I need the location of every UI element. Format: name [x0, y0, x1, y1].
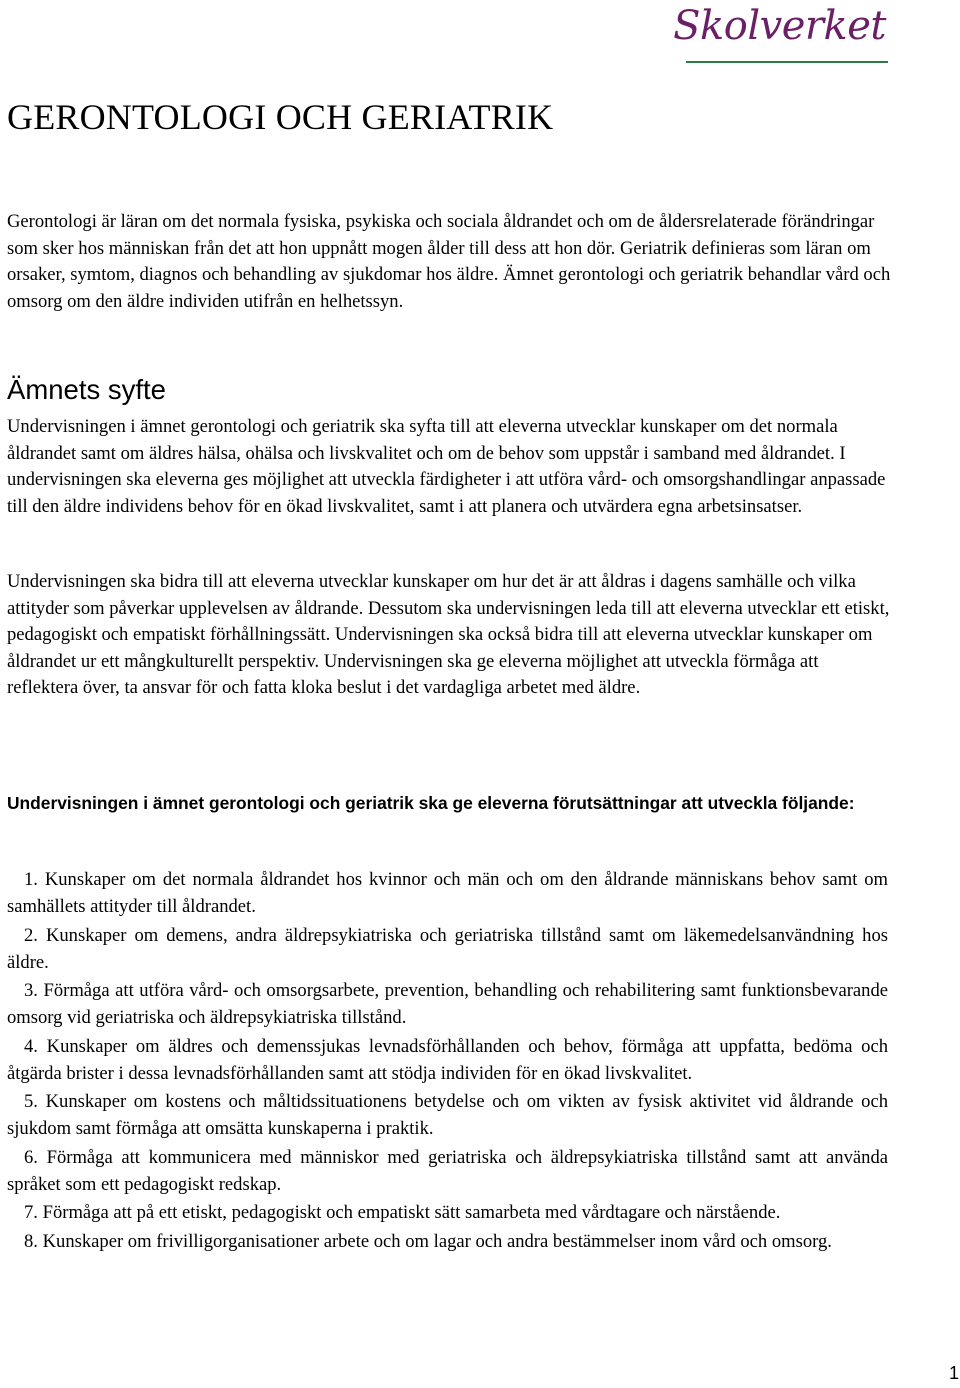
section-heading-purpose: Ämnets syfte — [7, 374, 166, 405]
goal-number: 8. — [24, 1230, 38, 1252]
goal-text: Kunskaper om äldres och demenssjukas levnadsförhållanden och behov, förmåga att uppfatta, bedöma och åtgärda brister i dessa levnadsförhållanden samt att stödja individen för en ökad livskvalitet. — [7, 1035, 888, 1084]
intro-paragraph: Gerontologi är läran om det normala fysiska, psykiska och sociala åldrandet och om de åldersrelaterade förändringar som sker hos människan från det att hon uppnått mogen ålder till dess att hon dör. Geriatrik definieras som läran om orsaker, symtom, diagnos och behandling av sjukdomar hos äldre. Ämnet gerontologi och geriatrik behandlar vård och omsorg om den äldre individen utifrån en helhetssyn. — [7, 211, 891, 312]
goal-item-5 — [7, 1088, 888, 1142]
goal-item-4 — [7, 1033, 888, 1087]
goal-item-6 — [7, 1144, 888, 1198]
purpose-paragraph-2: Undervisningen ska bidra till att eleverna utvecklar kunskaper om hur det är att åldras i dagens samhälle och vilka attityder som påverkar upplevelsen av åldrande. Dessutom ska undervisningen leda till att eleverna utvecklar ett etiskt, pedagogiskt och empatiskt förhållningssätt. Undervisningen ska också bidra till att eleverna utvecklar kunskaper om åldrandet ur ett mångkulturellt perspektiv. Undervisningen ska ge eleverna möjlighet att utveckla förmåga att reflektera över, ta ansvar för och fatta kloka beslut i det vardagliga arbetet med äldre. — [7, 571, 890, 698]
goal-item-8 — [7, 1228, 888, 1255]
page-number: 1 — [949, 1363, 960, 1383]
goals-heading: Undervisningen i ämnet gerontologi och geriatrik ska ge eleverna förutsättningar att utveckla följande: — [7, 793, 855, 813]
goal-item-3 — [7, 977, 888, 1031]
goal-text: Kunskaper om demens, andra äldrepsykiatriska och geriatriska tillstånd samt om läkemedelsanvändning hos äldre. — [7, 924, 889, 973]
goal-number: 2. — [24, 924, 38, 946]
goal-number: 1. — [24, 869, 38, 890]
goal-number: 3. — [24, 980, 38, 1001]
goal-item-7 — [7, 1199, 888, 1226]
goal-text: Kunskaper om det normala åldrandet hos kvinnor och män och om den åldrande människans behov samt om samhällets attityder till åldrandet. — [7, 869, 888, 917]
goal-item-2 — [7, 922, 888, 976]
skolverket-logo: Skolverket — [673, 3, 886, 49]
goal-item-1 — [7, 866, 888, 920]
goal-text: Förmåga att på ett etiskt, pedagogiskt och empatiskt sätt samarbeta med vårdtagare och närstående. — [42, 1202, 781, 1223]
goal-text: Förmåga att utföra vård- och omsorgsarbete, prevention, behandling och rehabilitering samt funktionsbevarande omsorg vid geriatriska och äldrepsykiatriska tillstånd. — [7, 980, 888, 1028]
goals-list — [7, 866, 888, 1256]
goal-number: 4. — [24, 1035, 38, 1057]
goal-number: 7. — [24, 1202, 38, 1223]
goal-number: 6. — [24, 1146, 38, 1168]
document-title: GERONTOLOGI OCH GERIATRIK — [7, 97, 554, 137]
goal-text: Förmåga att kommunicera med människor med geriatriska och äldrepsykiatriska tillstånd samt att använda språket som ett pedagogiskt redskap. — [7, 1146, 888, 1195]
goal-text: Kunskaper om kostens och måltidssituationens betydelse och om vikten av fysisk aktivitet vid åldrande och sjukdom samt förmåga att omsätta kunskaperna i praktik. — [7, 1091, 888, 1139]
goal-text: Kunskaper om frivilligorganisationer arbete och om lagar och andra bestämmelser inom vård och omsorg. — [42, 1230, 832, 1252]
purpose-paragraph-1: Undervisningen i ämnet gerontologi och geriatrik ska syfta till att eleverna utvecklar kunskaper om det normala åldrandet samt om äldres hälsa, ohälsa och livskvalitet och om de behov som uppstår i samband med åldrandet. I undervisningen ska eleverna ges möjlighet att utveckla färdigheter i att utföra vård- och omsorgshandlingar anpassade till den äldre individens behov för en ökad livskvalitet, samt i att planera och utvärdera egna arbetsinsatser. — [7, 416, 886, 517]
goal-number: 5. — [24, 1091, 38, 1112]
header-divider — [686, 61, 888, 63]
